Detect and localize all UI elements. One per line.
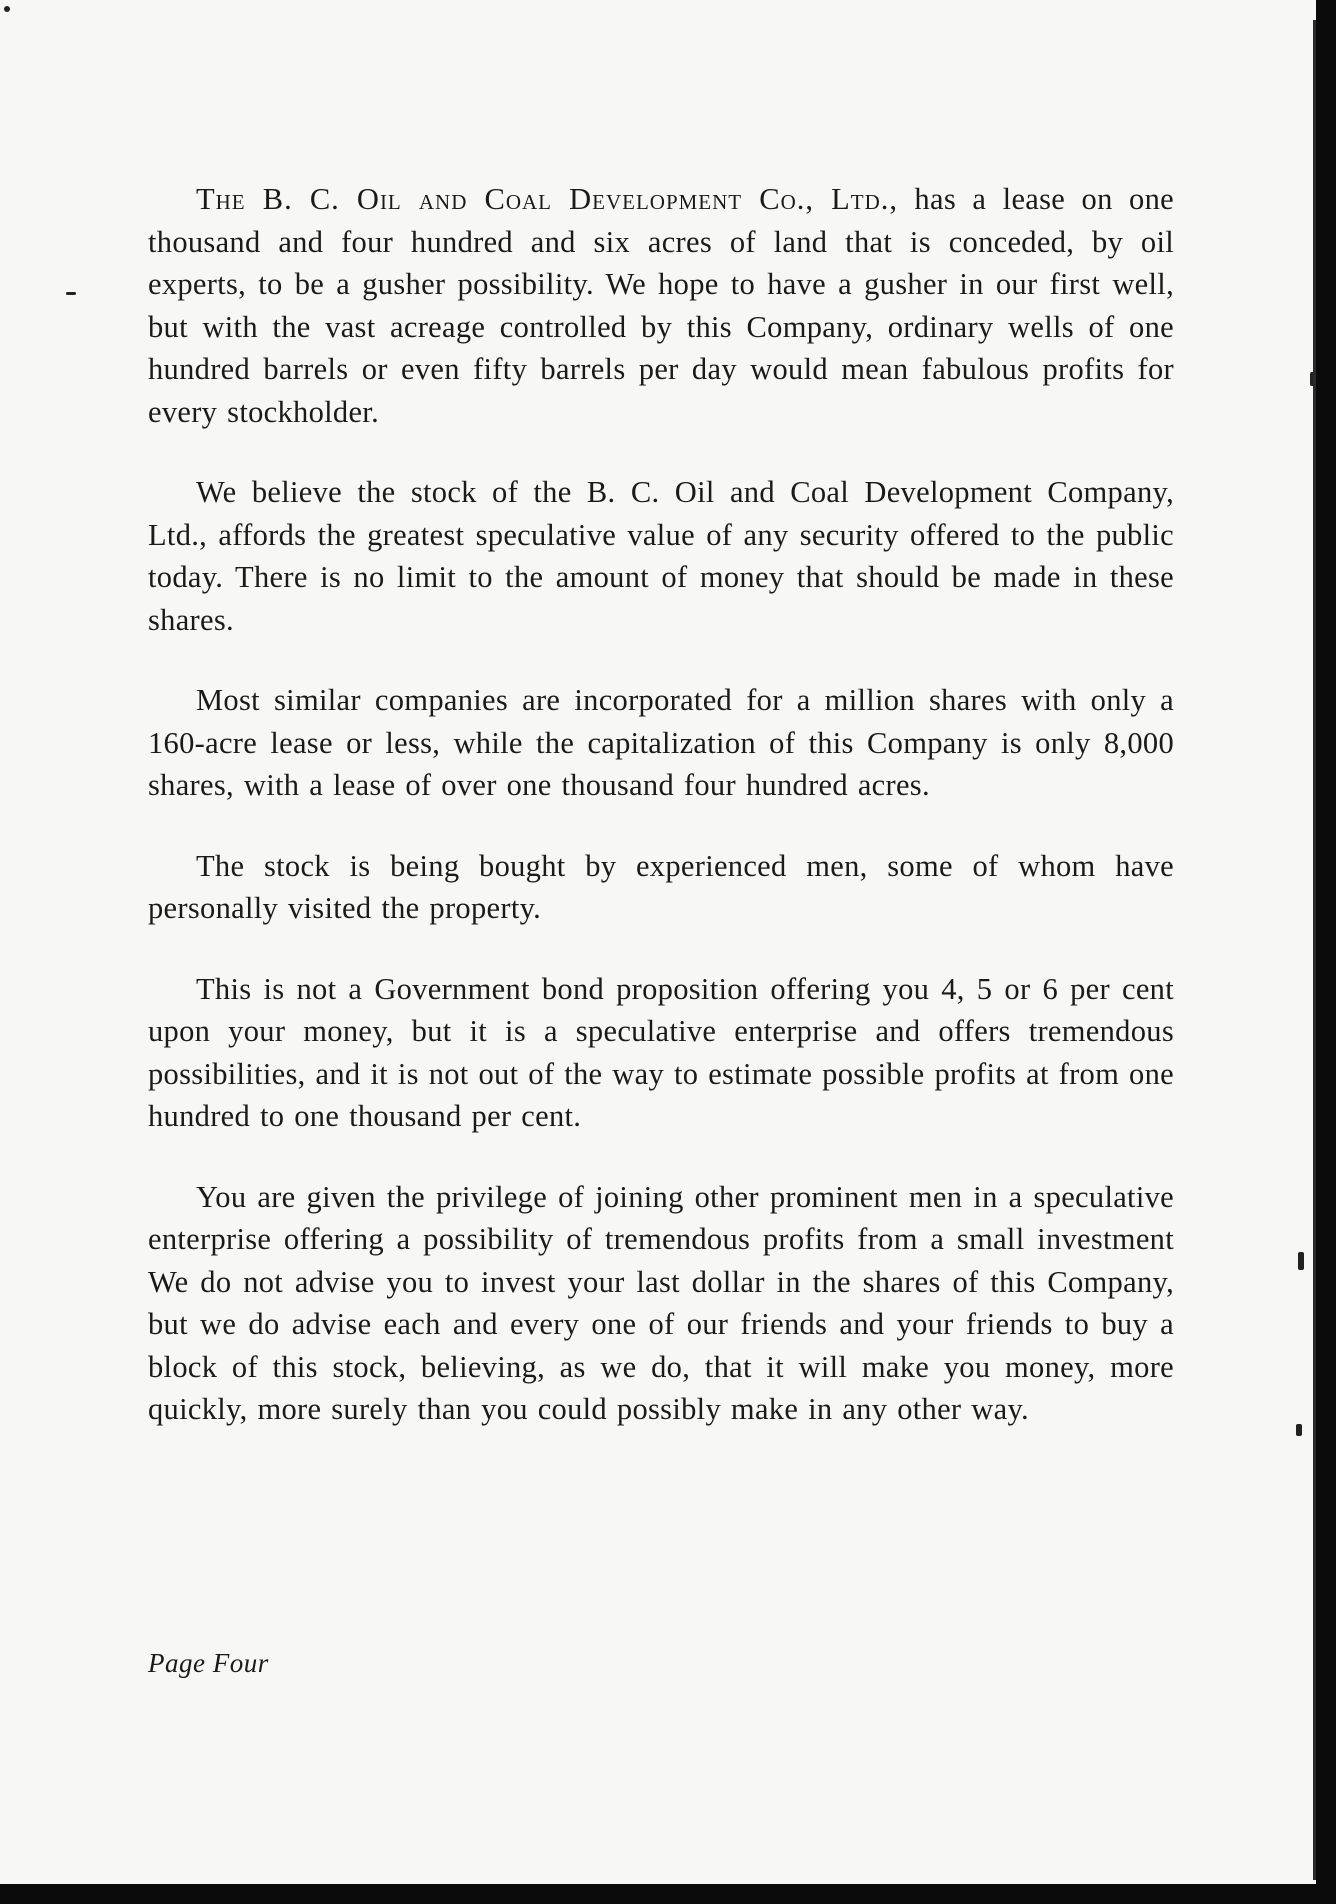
paragraph-buyers [148,845,1174,930]
paragraph-text: This is not a Government bond proposition offering you 4, 5 or 6 per cent upon your money, but it is a speculative enterprise and offers tremendous possibilities, and it is not out of the way to estimate possible profits at from one hundred to one thousand per cent. [148,971,1174,1133]
scan-margin-mark [1296,1424,1302,1436]
paragraph-profits [148,968,1174,1138]
paragraph-text: has a lease on one thousand and four hundred and six acres of land that is conceded, by oil experts, to be a gusher possibility. We hope to have a gusher in our first well, but with the vast acreage controlled by this Company, ordinary wells of one hundred barrels or even fifty barrels per day would mean fabulous profits for every stockholder. [148,182,1174,429]
paragraph-lease [148,178,1174,433]
paragraph-capitalization [148,679,1174,807]
scan-margin-mark [1298,1252,1304,1270]
paragraph-text: You are given the privilege of joining other prominent men in a speculative enterprise offering a possibility of tremendous profits from a small investment We do not advise you to invest your last dollar in the shares of this Company, but we do advise each and every one of our friends and your friends to buy a block of this stock, believing, as we do, that it will make you money, more quickly, more surely than you could possibly make in any other way. [148,1179,1174,1426]
company-name-lead: The B. C. Oil and Coal Development Co., Ltd., [196,182,899,216]
page-number: Page Four [148,1648,269,1678]
paragraph-text: Most similar companies are incorporated for a million shares with only a 160-acre lease or less, while the capitalization of this Company is only 8,000 shares, with a lease of over one thousand four hundred acres. [148,683,1174,802]
paragraph-speculative-value [148,471,1174,641]
scan-edge-right [1316,0,1336,1904]
document-body [148,178,1174,1469]
scan-corner-mark [4,6,10,12]
paragraph-text: We believe the stock of the B. C. Oil and Coal Development Company, Ltd., affords the greatest speculative value of any security offered to the public today. There is no limit to the amount of money that should be made in these shares. [148,475,1174,637]
paragraph-text: The stock is being bought by experienced men, some of whom have personally visited the property. [148,848,1174,925]
scan-margin-mark [66,292,76,295]
paragraph-invitation [148,1176,1174,1431]
scan-edge-bottom [0,1884,1336,1904]
